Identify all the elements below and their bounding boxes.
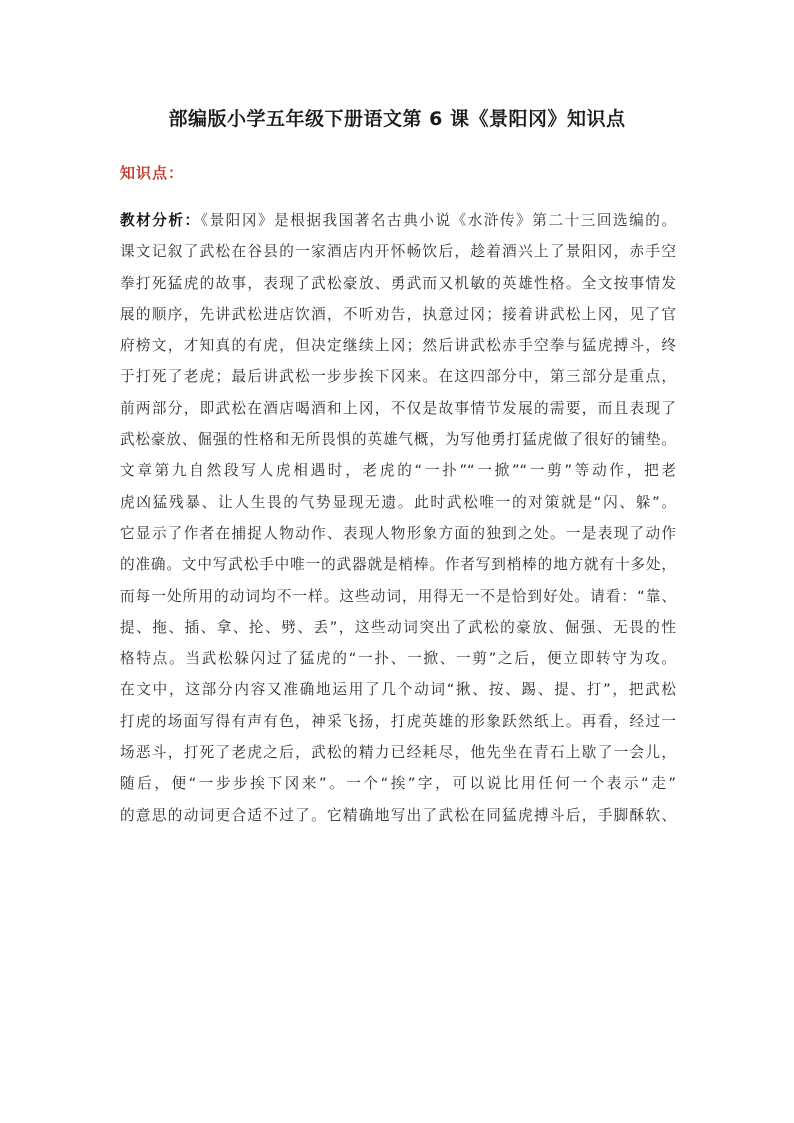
paragraph-line: 虎凶猛残暴、让人生畏的气势显现无遗。此时武松唯一的对策就是“闪、躲”。 bbox=[120, 493, 676, 511]
paragraph-line: 于打死了老虎；最后讲武松一步步挨下冈来。在这四部分中，第三部分是重点， bbox=[120, 368, 676, 386]
paragraph-line: 的意思的动词更合适不过了。它精确地写出了武松在同猛虎搏斗后，手脚酥软、 bbox=[120, 806, 676, 824]
paragraph-line: 展的顺序，先讲武松进店饮酒，不听劝告，执意过冈；接着讲武松上冈，见了官 bbox=[120, 305, 676, 323]
paragraph-line: 的准确。文中写武松手中唯一的武器就是梢棒。作者写到梢棒的地方就有十多处， bbox=[120, 556, 676, 574]
paragraph-line: 在文中，这部分内容又准确地运用了几个动词“揪、按、踢、提、打”，把武松 bbox=[120, 681, 676, 699]
paragraph-line: 它显示了作者在捕捉人物动作、表现人物形象方面的独到之处。一是表现了动作 bbox=[120, 524, 676, 542]
paragraph-line: 而每一处所用的动词均不一样。这些动词，用得无一不是恰到好处。请看：“靠、 bbox=[120, 587, 676, 605]
paragraph-line: 武松豪放、倔强的性格和无所畏惧的英雄气概，为写他勇打猛虎做了很好的铺垫。 bbox=[120, 431, 676, 449]
body-paragraph bbox=[120, 205, 676, 831]
paragraph-line: 府榜文，才知真的有虎，但决定继续上冈；然后讲武松赤手空拳与猛虎搏斗，终 bbox=[120, 337, 676, 355]
paragraph-line: 拳打死猛虎的故事，表现了武松豪放、勇武而又机敏的英雄性格。全文按事情发 bbox=[120, 274, 676, 292]
paragraph-line: 随后，便“一步步挨下冈来”。一个“挨”字，可以说比用任何一个表示“走” bbox=[120, 775, 676, 793]
paragraph-line: 文章第九自然段写人虎相遇时，老虎的“一扑”“一掀”“一剪”等动作，把老 bbox=[120, 462, 676, 480]
paragraph-line bbox=[120, 205, 676, 236]
paragraph-line: 提、拖、插、拿、抡、劈、丢”，这些动词突出了武松的豪放、倔强、无畏的性 bbox=[120, 618, 676, 636]
paragraph-line: 前两部分，即武松在酒店喝酒和上冈，不仅是故事情节发展的需要，而且表现了 bbox=[120, 399, 676, 417]
paragraph-line: 打虎的场面写得有声有色，神采飞扬，打虎英雄的形象跃然纸上。再看，经过一 bbox=[120, 712, 676, 730]
lead-label: 教材分析： bbox=[120, 212, 201, 229]
paragraph-line-text: 《景阳冈》是根据我国著名古典小说《水浒传》第二十三回选编的。 bbox=[200, 212, 676, 229]
paragraph-line: 格特点。当武松躲闪过了猛虎的“一扑、一掀、一剪”之后，便立即转守为攻。 bbox=[120, 650, 676, 668]
page-title: 部编版小学五年级下册语文第 6 课《景阳冈》知识点 bbox=[168, 108, 626, 130]
paragraph-line: 课文记叙了武松在谷县的一家酒店内开怀畅饮后，趁着酒兴上了景阳冈，赤手空 bbox=[120, 243, 676, 261]
section-heading: 知识点： bbox=[120, 164, 185, 182]
paragraph-line: 场恶斗，打死了老虎之后，武松的精力已经耗尽，他先坐在青石上歇了一会儿， bbox=[120, 744, 676, 762]
